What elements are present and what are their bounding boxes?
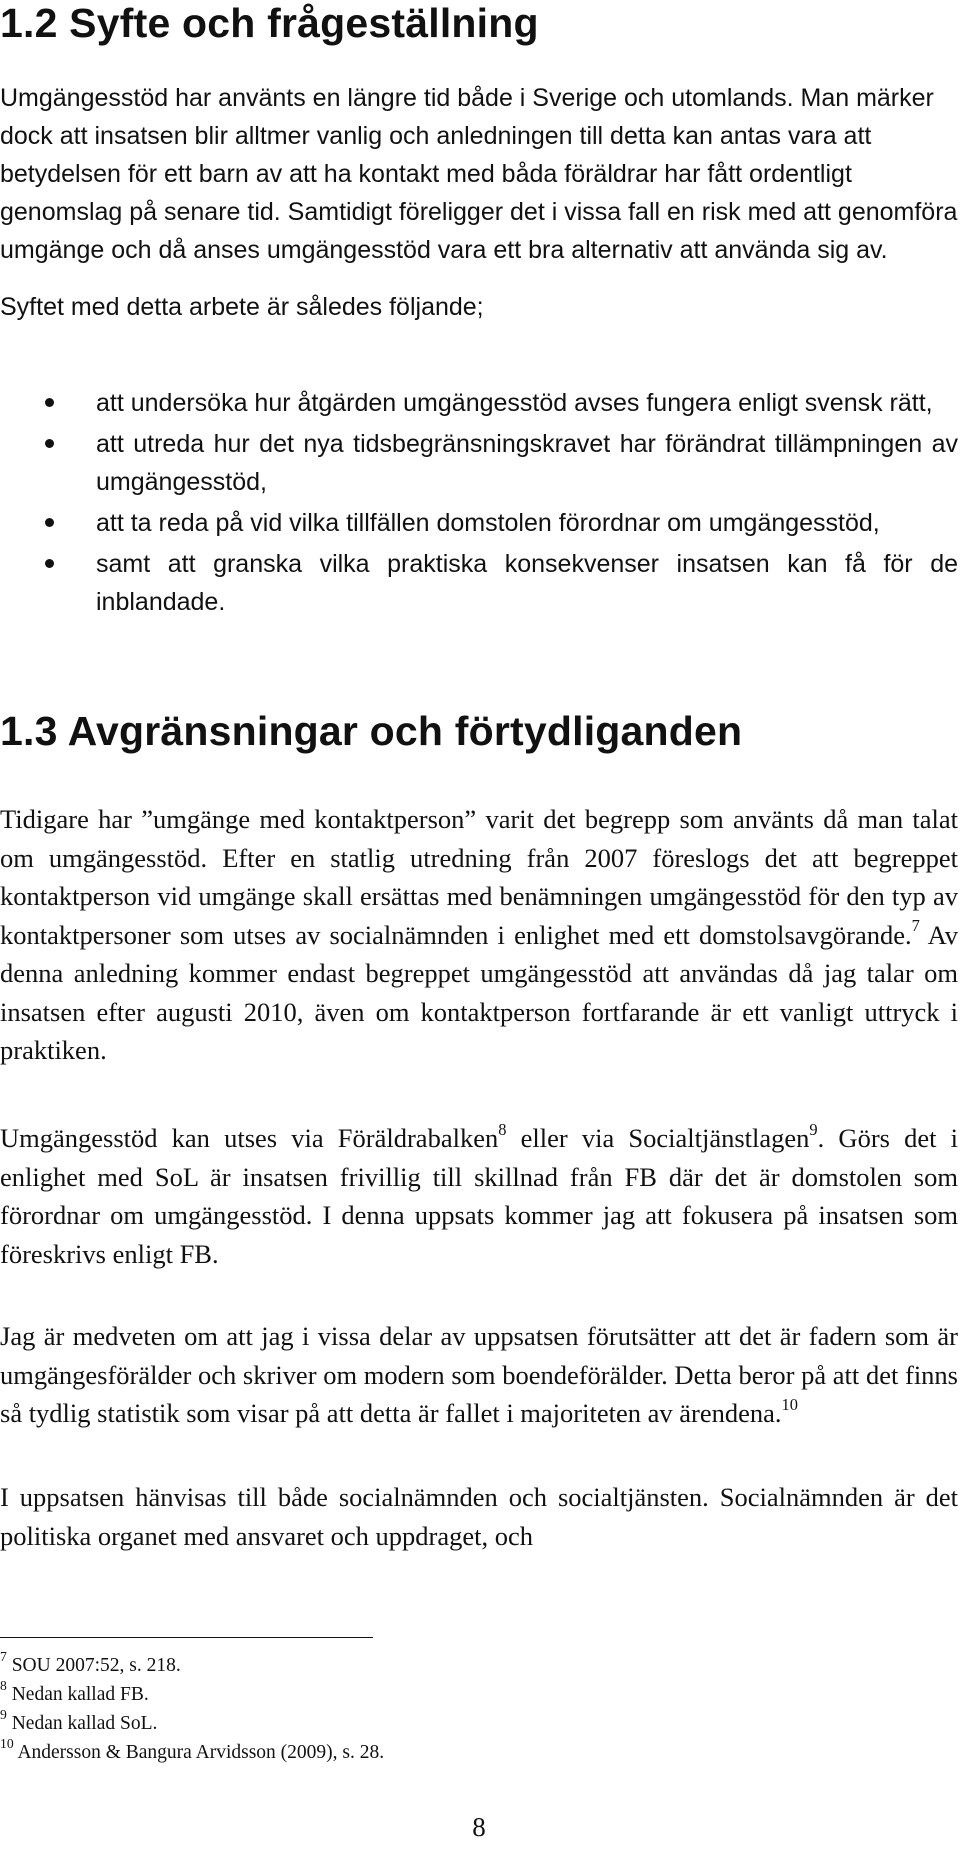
footnote-text: Andersson & Bangura Arvidsson (2009), s. 28. [13, 1742, 385, 1763]
footnote [0, 1709, 384, 1738]
footnote [0, 1651, 384, 1680]
paragraph-text: eller via Socialtjänstlagen [506, 1123, 810, 1153]
footnote-ref-8: 8 [498, 1119, 507, 1139]
bullet-icon [45, 559, 54, 568]
paragraph-text: Av denna anledning kommer endast begreppet umgängesstöd att användas då jag talar om insatsen efter augusti 2010, även om kontaktperson fortfarande är ett vanligt uttryck i praktiken. [0, 919, 958, 1065]
paragraph-parent-roles [0, 1317, 958, 1433]
intro-paragraph: Umgängesstöd har använts en längre tid både i Sverige och utomlands. Man märker dock att insatsen blir alltmer vanlig och anledningen till detta kan antas vara att betydelsen för ett barn av att ha kontakt med båda föräldrar har fått ordentligt genomslag på senare tid. Samtidigt föreligger det i vissa fall en risk med att genomföra umgänge och då anses umgängesstöd vara ett bra alternativ att använda sig av. [0, 84, 958, 264]
list-item [0, 425, 958, 501]
section-heading-1-3: 1.3 Avgränsningar och förtydliganden [0, 708, 743, 754]
section-heading-1-2: 1.2 Syfte och frågeställning [0, 0, 539, 46]
footnote-number: 10 [0, 1736, 14, 1752]
paragraph-text: Jag är medveten om att jag i vissa delar av uppsatsen förutsätter att det är fadern som är umgängesförälder och skriver om modern som boendeförälder. Detta beror på att det finns så tydlig statistik som visar på att detta är fallet i majoriteten av ärendena. [0, 1321, 958, 1428]
list-item [0, 545, 958, 621]
purpose-list [0, 384, 958, 624]
list-item [0, 384, 958, 422]
paragraph-text: . Görs det i enlighet med SoL är insatsen frivillig till skillnad från FB där det är domstolen som förordnar om umgängesstöd. I denna uppsats kommer jag att fokusera på insatsen som föreskrivs enligt FB. [0, 1123, 959, 1269]
footnote-separator [0, 1637, 373, 1638]
footnote-text: Nedan kallad FB. [6, 1684, 149, 1705]
footnote-ref-10: 10 [781, 1394, 798, 1414]
footnote-text: Nedan kallad SoL. [6, 1713, 158, 1734]
bullet-icon [45, 398, 54, 407]
list-item [0, 504, 958, 542]
footnote [0, 1680, 384, 1709]
paragraph-text: Umgängesstöd kan utses via Föräldrabalken [0, 1123, 499, 1153]
footnote-number: 8 [0, 1678, 7, 1694]
paragraph-terminology [0, 800, 958, 1070]
footnote-text: SOU 2007:52, s. 218. [6, 1655, 181, 1676]
footnote-ref-9: 9 [809, 1119, 818, 1139]
footnote-number: 9 [0, 1707, 7, 1723]
paragraph-text: Tidigare har ”umgänge med kontaktperson” varit det begrepp som använts då man talat om umgängesstöd. Efter en statlig utredning från 2007 föreslogs det att begreppet kontaktperson vid umgänge skall ersättas med benämningen umgängesstöd för den typ av kontaktpersoner som utses av socialnämnden i enlighet med ett domstolsavgörande. [0, 804, 958, 950]
bullet-icon [45, 518, 54, 527]
bullet-icon [45, 439, 54, 448]
list-item-text: att ta reda på vid vilka tillfällen domstolen förordnar om umgängesstöd, [96, 509, 880, 537]
footnote-ref-7: 7 [911, 916, 920, 936]
purpose-lead: Syftet med detta arbete är således följande; [0, 293, 484, 321]
paragraph-legal-basis [0, 1119, 958, 1273]
paragraph-social-services: I uppsatsen hänvisas till både socialnämnden och socialtjänsten. Socialnämnden är det politiska organet med ansvaret och uppdraget, och [0, 1482, 958, 1551]
list-item-text: att utreda hur det nya tidsbegränsningskravet har förändrat tillämpningen av umgängesstöd, [96, 430, 958, 496]
list-item-text: att undersöka hur åtgärden umgängesstöd avses fungera enligt svensk rätt, [96, 389, 933, 417]
footnote-number: 7 [0, 1649, 7, 1665]
list-item-text: samt att granska vilka praktiska konsekvenser insatsen kan få för de inblandade. [96, 550, 958, 616]
footnotes-list [0, 1651, 384, 1767]
page-number: 8 [472, 1812, 486, 1842]
footnote [0, 1738, 384, 1767]
